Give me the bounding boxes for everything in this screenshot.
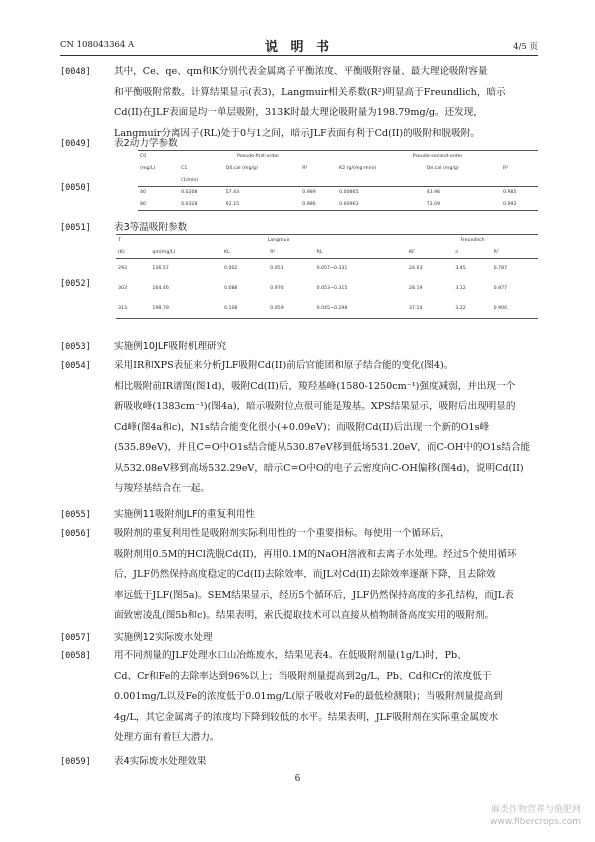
text-line: 新吸收峰(1383cm⁻¹)(图4a)，暗示吸附位点很可能是羧基。XPS结果显示，吸附后出现明显的	[114, 401, 516, 412]
paragraph-tag: [0059]	[60, 757, 91, 767]
text-line: 0.001mg/L以及Fe的浓度低于0.01mg/L(原子吸收对Fe的最低检测限)；当吸附剂量提高到	[114, 691, 503, 702]
section-heading: 实施例10JLF吸附机理研究	[114, 341, 227, 352]
table-cell: 0.877	[493, 286, 508, 291]
table-header: R²	[503, 166, 509, 171]
text-line: 其中，Ce、qe、qm和K分别代表金属离子平衡浓度、平衡吸附容量、最大理论吸附容量	[114, 66, 488, 77]
table-header: RL	[315, 247, 407, 259]
text-line: 用不同剂量的JLF处理水口山冶炼废水，结果见表4。在低吸附剂量(1g/L)时，Pb、	[114, 650, 467, 661]
table-header: Qe,cal (mg/g)	[426, 166, 459, 171]
text-line: 4g/L，其它金属离子的浓度均下降到较低的水平。结果表明，JLF吸附剂在实际重金属废水	[114, 711, 499, 723]
table-cell: 0.053~0.315	[316, 286, 348, 291]
paragraph-tag: [0056]	[60, 529, 91, 539]
table-cell: 0.0208	[181, 190, 198, 196]
table-cell: 0.976	[270, 286, 284, 291]
table-cell: 57.43	[225, 190, 240, 196]
section-heading: 实施例12实际废水处理	[114, 632, 213, 643]
table-header: (mg/L)	[140, 166, 156, 171]
table-cell: 3.45	[455, 266, 466, 272]
paragraph-tag: [0052]	[60, 279, 91, 289]
table-cell: 43.96	[426, 190, 441, 196]
table-cell: 0.992	[501, 199, 538, 211]
text-line: 从532.08eV移到高场532.29eV，暗示C=O中O的电子云密度向C-OH偏移(图4d)，说明Cd(II)	[114, 462, 524, 474]
document-title: 说 明 书	[264, 40, 334, 55]
table-cell: 0.0328	[179, 199, 224, 211]
table-cell: 0.002	[224, 266, 238, 272]
text-line: 吸附剂用0.5M的HCl洗脱Cd(II)，再用0.1M的NaOH溶液和去离子水处理。经过5个使用循环	[114, 548, 517, 560]
table-cell: 313	[116, 299, 150, 319]
table-cell: 24.03	[409, 266, 423, 272]
paragraph-tag: [0055]	[60, 510, 91, 520]
table-cell: 0.787	[493, 266, 508, 272]
table-caption: 表3等温吸附参数	[114, 222, 188, 233]
text-line: Langmuir分离因子(RL)处于0与1之间，暗示JLF表面有利于Cd(II)的吸附和脱吸附。	[114, 127, 480, 139]
table-header: Pseudo-second-order	[337, 151, 538, 163]
table-header: Langmuir	[150, 235, 407, 247]
table-cell: 80	[138, 199, 179, 211]
table-cell: 164.46	[152, 286, 169, 291]
table-header: R²	[302, 166, 308, 171]
table-cell: 0.088	[224, 286, 238, 291]
table-cell: 0.959	[268, 299, 314, 319]
table-header: qm(mg/L)	[150, 247, 222, 259]
table-cell: 3.22	[453, 299, 491, 319]
patent-number: CN 108043364 A	[60, 40, 135, 50]
table-header: Pseudo-first-order	[179, 151, 337, 163]
paragraph-tag: [0053]	[60, 342, 91, 352]
table-cell: 0.045~0.298	[315, 299, 407, 319]
text-line: 后，JLF仍然保持高度稳定的Cd(II)去除效率，而JL对Cd(II)去除效率逐渐下降，且去除效	[114, 569, 496, 580]
table-header: R²	[268, 247, 314, 259]
table-cell: 3.12	[455, 286, 466, 291]
table-cell: 62.15	[224, 199, 301, 211]
text-line: (535.89eV)，并且C=O中O1s结合能从530.87eV移到低场531.20eV，而C-OH中的O1s结合能	[114, 442, 531, 453]
table-cell: 0.00865	[339, 190, 359, 196]
isotherm-parameters-table	[116, 234, 538, 319]
table-header: C0	[138, 151, 179, 163]
table-cell: 198.79	[150, 299, 222, 319]
page-header	[60, 36, 538, 55]
table-header: KL	[222, 247, 268, 259]
text-line: 吸附剂的重复利用性是吸附剂实际利用性的一个重要指标。每使用一个循环后，	[114, 528, 450, 539]
paragraph-tag: [0049]	[60, 139, 91, 149]
paragraph-tag: [0054]	[60, 361, 91, 371]
table-header: (1/min)	[179, 175, 224, 187]
page-indicator: 4/5 页	[513, 42, 538, 52]
table-cell: 37.14	[407, 299, 453, 319]
table-cell: 0.985	[503, 190, 517, 196]
table-cell: 293	[118, 266, 127, 272]
text-line: 处理方面有着巨大潜力。	[114, 732, 220, 743]
table-header: T	[116, 235, 150, 247]
text-line: 与羧羟基结合在一起。	[114, 483, 210, 494]
table-caption: 表2动力学参数	[114, 138, 178, 149]
table-cell: 0.057~0.331	[316, 266, 348, 272]
text-line: 率远低于JLF(图5a)。SEM结果显示，经历5个循环后，JLF仍然保持高度的多孔结构，而JL表	[114, 589, 514, 601]
paragraph-tag: [0048]	[60, 67, 91, 77]
table-cell: 0.00963	[337, 199, 424, 211]
kinetic-parameters-table	[138, 150, 538, 211]
header-rule	[60, 55, 538, 56]
table-cell: 40	[140, 190, 146, 196]
table-header: KF	[407, 247, 453, 259]
table-header: (K)	[116, 247, 150, 259]
table-cell: 0.108	[222, 299, 268, 319]
section-heading: 实施例11吸附剂JLF的重复利用性	[114, 509, 256, 520]
table-header: C1	[181, 166, 188, 171]
text-line: 面致密凌乱(图5b和c)。结果表明，索氏提取技术可以直接从植物制备高度实用的吸附剂。	[114, 610, 495, 621]
table-header: n	[453, 247, 491, 259]
paragraph-tag: [0051]	[60, 223, 91, 233]
text-line: Cd(II)在JLF表面是均一单层吸附，313K时最大理论吸附量为198.79mg/g。还发现，	[114, 107, 483, 118]
table-header: R²	[492, 247, 538, 259]
watermark	[490, 804, 581, 828]
table-header: Q0,cal (mg/g)	[225, 166, 258, 171]
table-header: K2 (g/(mg·min))	[339, 166, 377, 171]
text-line: 采用IR和XPS表征来分析JLF吸附Cd(II)前后官能团和原子结合能的变化(图4)。	[114, 360, 454, 371]
table-cell: 136.57	[152, 266, 169, 272]
table-cell: 0.900	[492, 299, 538, 319]
text-line: Cd峰(图4a和c)，N1s结合能变化很小(+0.09eV)；而吸附Cd(II)后出现一个新的O1s峰	[114, 421, 490, 433]
table-cell: 0.986	[300, 199, 337, 211]
table-cell: 28.19	[409, 286, 423, 291]
table-caption: 表4实际废水处理效果	[114, 756, 207, 767]
watermark-line: 麻类作物营养与施肥网	[490, 805, 581, 815]
table-header: Freundlich	[407, 235, 538, 247]
page-number: 6	[294, 774, 301, 784]
table-cell: 0.989	[302, 190, 316, 196]
text-line: 和平衡吸附常数。计算结果显示(表3)，Langmuir相关系数(R²)明显高于Freundlich，暗示	[114, 86, 506, 98]
watermark-line: www.fibercrops.com	[490, 817, 581, 827]
paragraph-tag: [0050]	[60, 183, 91, 193]
table-cell: 303	[118, 286, 127, 291]
table-cell: 73.09	[425, 199, 501, 211]
paragraph-tag: [0058]	[60, 651, 91, 661]
paragraph-tag: [0057]	[60, 633, 91, 643]
table-cell: 0.951	[270, 266, 284, 272]
text-line: 相比吸附前IR谱图(图1d)，吸附Cd(II)后，羧羟基峰(1580-1250cm⁻¹)强度减弱，并出现一个	[114, 380, 516, 392]
text-line: Cd、Cr和Fe的去除率达到96%以上；当吸附剂量提高到2g/L，Pb、Cd和Cr的浓度低于	[114, 670, 492, 682]
